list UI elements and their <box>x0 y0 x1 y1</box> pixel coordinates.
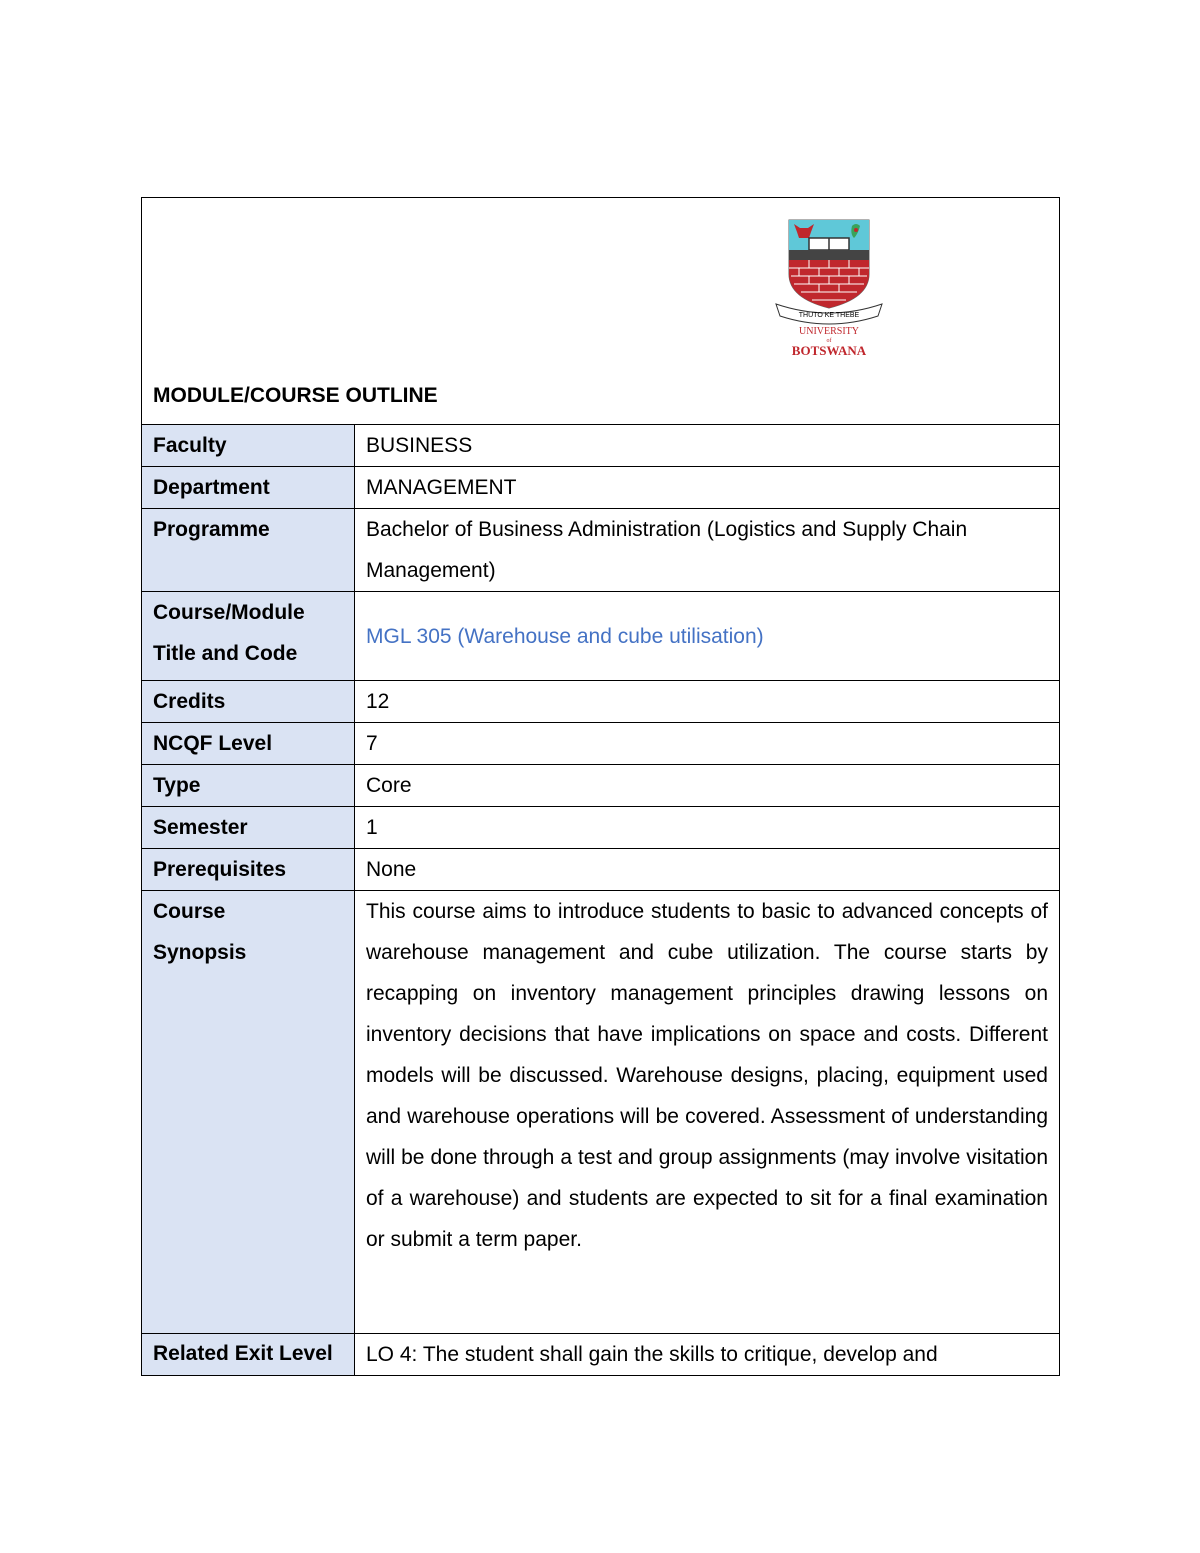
ncqf-level-label: NCQF Level <box>142 723 355 765</box>
table-row <box>142 681 1060 723</box>
exit-level-label: Related Exit Level <box>142 1334 355 1376</box>
table-row <box>142 467 1060 509</box>
header-cell <box>142 198 1060 425</box>
table-row <box>142 849 1060 891</box>
programme-label: Programme <box>142 509 355 592</box>
type-value: Core <box>355 765 1060 807</box>
prerequisites-label: Prerequisites <box>142 849 355 891</box>
synopsis-value: This course aims to introduce students to basic to advanced concepts of warehouse management and cube utilization. The course starts by recapping on inventory management principles drawing lessons on inventory decisions that have implications on space and costs. Different models will be discussed. Warehouse designs, placing, equipment used and warehouse operations will be covered. Assessment of understanding will be done through a test and group assignments (may involve visitation of a warehouse) and students are expected to sit for a final examination or submit a term paper. <box>355 891 1060 1334</box>
prerequisites-value: None <box>355 849 1060 891</box>
table-row <box>142 765 1060 807</box>
header-row <box>142 198 1060 425</box>
credits-label: Credits <box>142 681 355 723</box>
page-title: MODULE/COURSE OUTLINE <box>153 384 438 407</box>
programme-value: Bachelor of Business Administration (Logistics and Supply Chain Management) <box>355 509 1060 592</box>
department-value: MANAGEMENT <box>355 467 1060 509</box>
logo-name-line2: BOTSWANA <box>791 343 867 358</box>
table-row <box>142 723 1060 765</box>
semester-value: 1 <box>355 807 1060 849</box>
table-row <box>142 592 1060 681</box>
table-row <box>142 807 1060 849</box>
credits-value: 12 <box>355 681 1060 723</box>
crest-motto: THUTO KE THEBE <box>798 312 860 319</box>
logo-name-line1: UNIVERSITY <box>799 326 859 337</box>
course-title-value: MGL 305 (Warehouse and cube utilisation) <box>355 592 1060 681</box>
table-row <box>142 1334 1060 1376</box>
table-row <box>142 425 1060 467</box>
type-label: Type <box>142 765 355 807</box>
synopsis-label: Course Synopsis <box>142 891 355 1334</box>
semester-label: Semester <box>142 807 355 849</box>
faculty-label: Faculty <box>142 425 355 467</box>
faculty-value: BUSINESS <box>355 425 1060 467</box>
table-row <box>142 509 1060 592</box>
university-of-botswana-crest-icon <box>774 216 884 361</box>
logo-name-of: of <box>826 338 832 344</box>
course-title-label: Course/Module Title and Code <box>142 592 355 681</box>
ncqf-level-value: 7 <box>355 723 1060 765</box>
table-row <box>142 891 1060 1334</box>
course-outline-table <box>141 197 1060 1376</box>
department-label: Department <box>142 467 355 509</box>
exit-level-value: LO 4: The student shall gain the skills to critique, develop and <box>355 1334 1060 1376</box>
